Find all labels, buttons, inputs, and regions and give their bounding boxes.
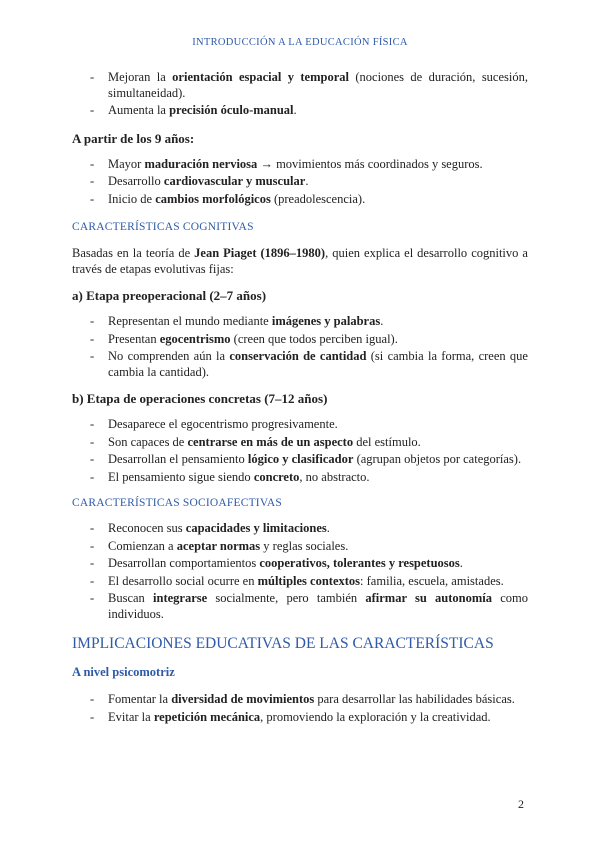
list-item: - Inicio de cambios morfológicos (preadolescencia). (72, 192, 528, 208)
socioaffective-list (72, 521, 528, 622)
socioaffective-heading: CARACTERÍSTICAS SOCIOAFECTIVAS (72, 497, 282, 509)
list-item: - Mayor maduración nerviosa → movimientos más coordinados y seguros. (72, 157, 528, 173)
page-content (72, 70, 528, 727)
list-item: - Comienzan a aceptar normas y reglas sociales. (72, 539, 528, 555)
list-item: - Buscan integrarse socialmente, pero también afirmar su autonomía como individuos. (72, 591, 528, 622)
list-item: - Son capaces de centrarse en más de un aspecto del estímulo. (72, 435, 528, 451)
cognitive-heading: CARACTERÍSTICAS COGNITIVAS (72, 221, 254, 233)
list-item: - Aumenta la precisión óculo-manual. (72, 103, 528, 119)
motor-list (72, 70, 528, 119)
implications-list (72, 692, 528, 725)
list-item: - No comprenden aún la conservación de cantidad (si cambia la forma, creen que cambia la cantidad). (72, 349, 528, 380)
list-item: - Desaparece el egocentrismo progresivamente. (72, 417, 528, 433)
running-header: INTRODUCCIÓN A LA EDUCACIÓN FÍSICA (192, 37, 408, 48)
list-item: - Representan el mundo mediante imágenes y palabras. (72, 314, 528, 330)
list-item: - Presentan egocentrismo (creen que todos perciben igual). (72, 332, 528, 348)
stage-a-heading: a) Etapa preoperacional (2–7 años) (72, 288, 267, 303)
stage-b-list (72, 417, 528, 485)
cognitive-intro: Basadas en la teoría de Jean Piaget (1896–1980), quien explica el desarrollo cognitivo a través de etapas evolutivas fijas: (72, 246, 528, 276)
nine-years-list (72, 157, 528, 208)
list-item: - Desarrollan el pensamiento lógico y clasificador (agrupan objetos por categorías). (72, 452, 528, 468)
list-item: - Mejoran la orientación espacial y temporal (nociones de duración, sucesión, simultaneidad). (72, 70, 528, 101)
implications-heading: IMPLICACIONES EDUCATIVAS DE LAS CARACTERÍSTICAS (72, 635, 494, 652)
stage-b-heading: b) Etapa de operaciones concretas (7–12 años) (72, 391, 328, 406)
page-number: 2 (518, 797, 524, 811)
psychomotor-subheading: A nivel psicomotriz (72, 665, 175, 679)
list-item: - Desarrollan comportamientos cooperativos, tolerantes y respetuosos. (72, 556, 528, 572)
stage-a-list (72, 314, 528, 380)
section-heading-9-years: A partir de los 9 años: (72, 130, 195, 146)
list-item: - Fomentar la diversidad de movimientos para desarrollar las habilidades básicas. (72, 692, 528, 708)
list-item: - Reconocen sus capacidades y limitaciones. (72, 521, 528, 537)
list-item: - Evitar la repetición mecánica, promoviendo la exploración y la creatividad. (72, 710, 528, 726)
list-item: - El pensamiento sigue siendo concreto, no abstracto. (72, 470, 528, 486)
list-item: - Desarrollo cardiovascular y muscular. (72, 174, 528, 190)
list-item: - El desarrollo social ocurre en múltiples contextos: familia, escuela, amistades. (72, 574, 528, 590)
